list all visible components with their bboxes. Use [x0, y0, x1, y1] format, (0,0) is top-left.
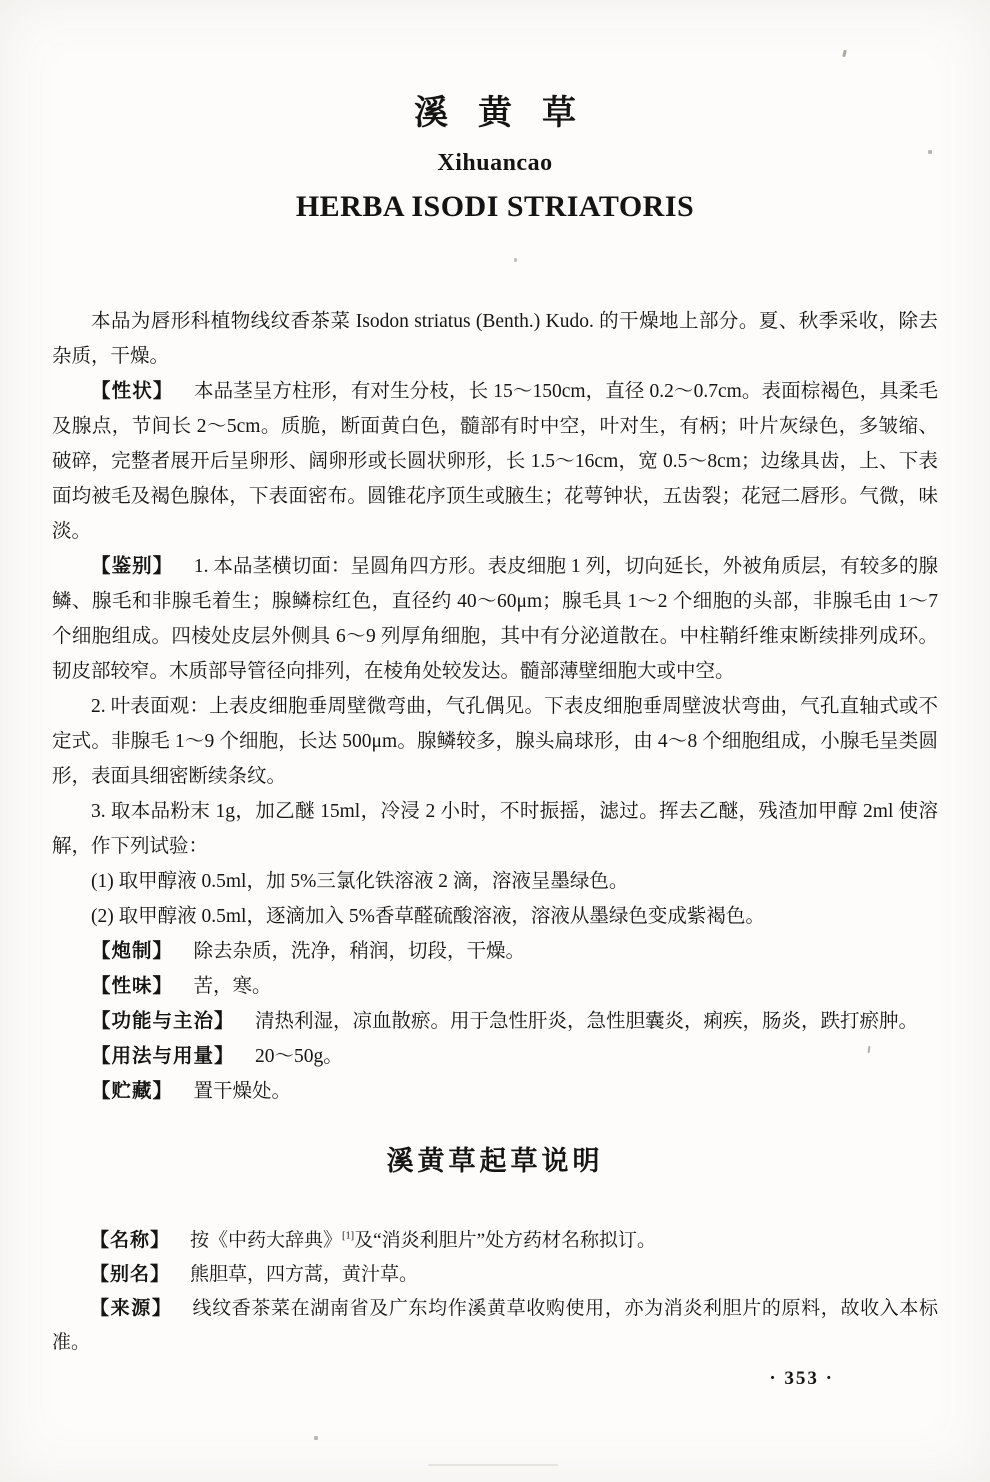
scan-artifact: [314, 1436, 318, 1440]
scan-artifact: [428, 1464, 558, 1466]
reference-superscript: [1]: [341, 1231, 355, 1243]
drafting-notes: [52, 1224, 938, 1360]
paragraph-text: 3. 取本品粉末 1g，加乙醚 15ml，冷浸 2 小时，不时振摇，滤过。挥去乙醚，残渣加甲醇 2ml 使溶解，作下列试验：: [52, 801, 938, 858]
section-label: 【贮藏】: [91, 1080, 174, 1103]
section-zhucang: [52, 1074, 938, 1109]
monograph-title-latin: HERBA ISODI STRIATORIS: [295, 190, 695, 224]
note-text: 按《中药大辞典》: [189, 1230, 342, 1252]
section-label: 【炮制】: [91, 940, 174, 963]
note-text: 线纹香茶菜在湖南省及广东均作溪黄草收购使用，亦为消炎利胆片的原料，故收入本标准。: [52, 1298, 938, 1354]
jianbie-item-2: [52, 689, 938, 794]
note-label: 【名称】: [90, 1230, 171, 1252]
jianbie-item-3: [52, 794, 938, 864]
section-xingwei: [52, 969, 938, 1004]
note-bieming: [52, 1258, 938, 1292]
section-paozhi: [52, 934, 938, 969]
paragraph-text: 本品茎呈方柱形，有对生分枝，长 15～150cm，直径 0.2～0.7cm。表面棕褐色，具柔毛及腺点，节间长 2～5cm。质脆，断面黄白色，髓部有时中空，叶对生，有柄；叶片灰绿色，多皱缩、破碎，完整者展开后呈卵形、阔卵形或长圆状卵形，长 1.5～16cm，宽 0.5～8cm；边缘具齿，上、下表面均被毛及褐色腺体，下表面密布。圆锥花序顶生或腋生；花萼钟状，五齿裂；花冠二唇形。气微，味淡。: [52, 381, 938, 543]
paragraph-text: 清热利湿，凉血散瘀。用于急性肝炎，急性胆囊炎，痢疾，肠炎，跌打瘀肿。: [254, 1011, 918, 1033]
test-step-1: [52, 864, 938, 899]
note-mingcheng: [52, 1224, 938, 1258]
section-yongfa-yongliang: [52, 1039, 938, 1074]
section-label: 【性状】: [91, 380, 174, 403]
scan-artifact: [514, 258, 517, 262]
page-number: · 353 ·: [769, 1368, 834, 1390]
note-text: 熊胆草，四方蒿，黄汁草。: [189, 1264, 418, 1286]
monograph-title-chinese: 溪黄草: [414, 95, 606, 132]
note-text: 及“消炎利胆片”处方药材名称拟订。: [354, 1230, 657, 1252]
note-label: 【别名】: [90, 1264, 171, 1286]
intro-paragraph: [52, 304, 938, 374]
section-label: 【功能与主治】: [91, 1010, 235, 1033]
section-xingzhuang: [52, 374, 938, 549]
section-jianbie: [52, 549, 938, 689]
drafting-notes-heading: 溪黄草起草说明: [386, 1146, 604, 1177]
paragraph-text: 苦，寒。: [193, 976, 272, 998]
paragraph-text: 20～50g。: [254, 1046, 343, 1068]
paragraph-text: (2) 取甲醇液 0.5ml，逐滴加入 5%香草醛硫酸溶液，溶液从墨绿色变成紫褐色。: [91, 906, 765, 928]
paragraph-text: 1. 本品茎横切面：呈圆角四方形。表皮细胞 1 列，切向延长，外被角质层，有较多的腺鳞、腺毛和非腺毛着生；腺鳞棕红色，直径约 40～60μm；腺毛具 1～2 个细胞的头部，非腺毛由 1～7 个细胞组成。四棱处皮层外侧具 6～9 列厚角细胞，其中有分泌道散在。中柱鞘纤维束断续排列成环。韧皮部较窄。木质部导管径向排列，在棱角处较发达。髓部薄壁细胞大或中空。: [52, 556, 938, 683]
paragraph-text: 除去杂质，洗净，稍润，切段，干燥。: [193, 941, 525, 963]
section-label: 【鉴别】: [91, 555, 174, 578]
section-label: 【用法与用量】: [91, 1045, 235, 1068]
paragraph-text: (1) 取甲醇液 0.5ml，加 5%三氯化铁溶液 2 滴，溶液呈墨绿色。: [91, 871, 629, 893]
paragraph-text: 置干燥处。: [193, 1081, 291, 1103]
paragraph-text: 本品为唇形科植物线纹香茶菜 Isodon striatus (Benth.) Kudo. 的干燥地上部分。夏、秋季采收，除去杂质，干燥。: [52, 311, 938, 368]
note-label: 【来源】: [90, 1298, 173, 1320]
paragraph-text: 2. 叶表面观：上表皮细胞垂周壁微弯曲，气孔偶见。下表皮细胞垂周壁波状弯曲，气孔直轴式或不定式。非腺毛 1～9 个细胞，长达 500μm。腺鳞较多，腺头扁球形，由 4～8 个细胞组成，小腺毛呈类圆形，表面具细密断续条纹。: [52, 696, 938, 788]
monograph-title-pinyin: Xihuancao: [437, 150, 553, 177]
section-gongneng-zhuzhi: [52, 1004, 938, 1039]
test-step-2: [52, 899, 938, 934]
note-laiyuan: [52, 1292, 938, 1360]
section-label: 【性味】: [91, 975, 174, 998]
monograph-body: [52, 304, 938, 1109]
scan-artifact: [928, 150, 932, 154]
